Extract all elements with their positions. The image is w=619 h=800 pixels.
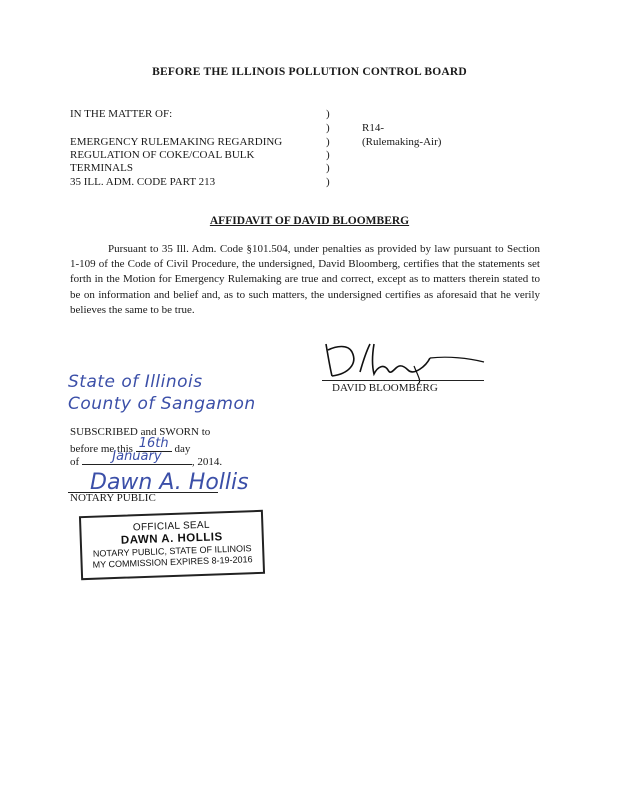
seal-line-3: NOTARY PUBLIC, STATE OF ILLINOIS — [92, 543, 252, 559]
board-title: BEFORE THE ILLINOIS POLLUTION CONTROL BOARD — [152, 66, 467, 78]
seal-line-2: DAWN A. HOLLIS — [120, 531, 223, 547]
before-me-prefix: before me this — [70, 443, 133, 455]
caption-paren: ) — [326, 122, 330, 134]
of-prefix: of — [70, 456, 80, 468]
state-handwritten: State of Illinois — [68, 372, 203, 392]
caption-paren: ) — [326, 136, 330, 148]
caption-line-4: REGULATION OF COKE/COAL BULK — [70, 149, 255, 161]
docket-type: (Rulemaking-Air) — [362, 136, 442, 148]
caption-line-1: IN THE MATTER OF: — [70, 108, 173, 120]
notary-label: NOTARY PUBLIC — [70, 492, 156, 504]
affidavit-title: AFFIDAVIT OF DAVID BLOOMBERG — [209, 215, 410, 227]
caption-paren: ) — [326, 149, 330, 161]
day-suffix: day — [174, 443, 191, 455]
year-suffix: , 2014. — [191, 456, 223, 468]
official-seal-stamp — [79, 510, 265, 580]
subscribed-text: SUBSCRIBED and SWORN to — [70, 426, 211, 438]
caption-paren: ) — [326, 176, 330, 188]
month-handwritten: January — [112, 449, 162, 464]
caption-line-5: TERMINALS — [70, 162, 133, 174]
caption-paren: ) — [326, 162, 330, 174]
seal-line-1: OFFICIAL SEAL — [132, 519, 210, 534]
day-handwritten: 16th — [138, 436, 169, 451]
signer-signature — [318, 336, 488, 384]
caption-line-6: 35 ILL. ADM. CODE PART 213 — [70, 176, 216, 188]
notary-signature: Dawn A. Hollis — [90, 470, 249, 495]
affidavit-body: Pursuant to 35 Ill. Adm. Code §101.504, under penalties as provided by law pursuant to Section 1-109 of the Code of Civil Procedure, the undersigned, David Bloomberg, certifies that the statements set forth in the Motion for Emergency Rulemaking are true and correct, except as to matters therein stated to be on information and belief and, as to such matters, the undersigned certifies as aforesaid that he verily believes the same to be true. — [70, 243, 540, 316]
seal-line-4: MY COMMISSION EXPIRES 8-19-2016 — [92, 554, 253, 570]
signer-name: DAVID BLOOMBERG — [332, 382, 438, 394]
county-handwritten: County of Sangamon — [68, 394, 256, 414]
caption-paren: ) — [326, 108, 330, 120]
caption-line-3: EMERGENCY RULEMAKING REGARDING — [70, 136, 283, 148]
signature-line — [322, 380, 484, 381]
docket-number: R14- — [362, 122, 384, 134]
